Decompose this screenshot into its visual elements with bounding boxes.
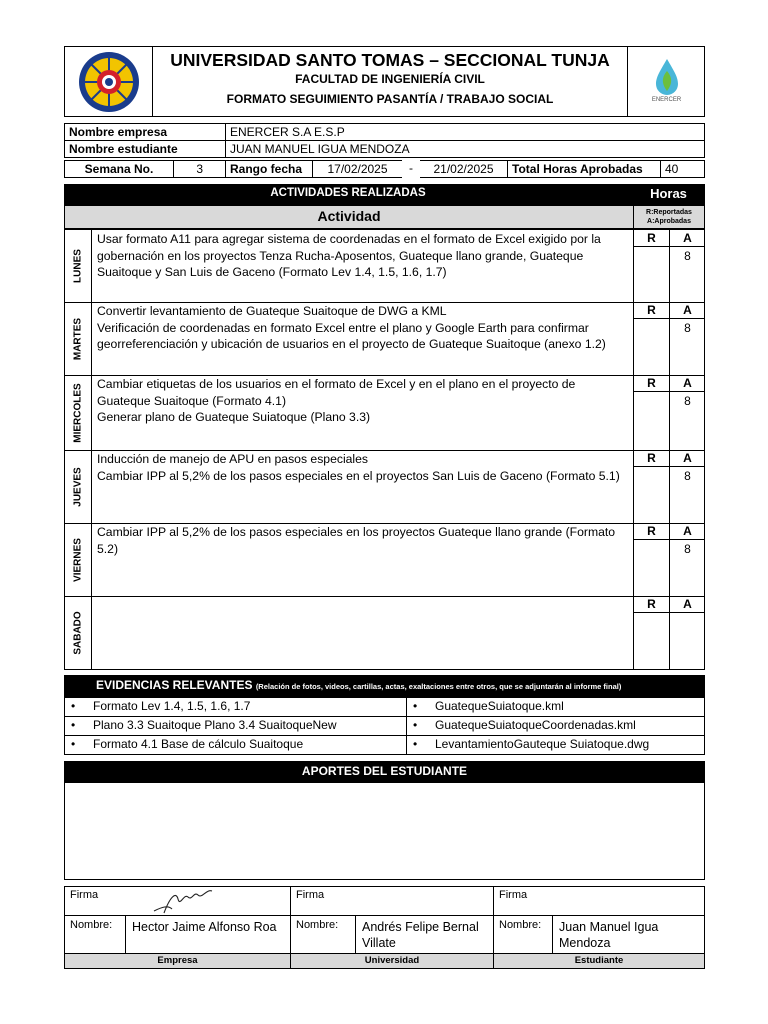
evidence-text: LevantamientoGauteque Suiatoque.dwg <box>435 737 650 751</box>
firma-label: Firma <box>70 889 99 901</box>
day-name: JUEVES <box>72 466 84 507</box>
signer-name: Juan Manuel Igua Mendoza <box>552 915 705 954</box>
evidence-text: Plano 3.3 Suaitoque Plano 3.4 SuaitoqueNew <box>93 718 337 732</box>
day-label <box>65 302 92 375</box>
r-label: R <box>647 451 656 465</box>
signature-box <box>64 886 291 916</box>
evidence-item <box>64 716 407 736</box>
day-label <box>65 450 92 523</box>
student-label: Nombre estudiante <box>64 140 226 158</box>
nombre-label: Nombre: <box>64 915 126 954</box>
contributions-title: APORTES DEL ESTUDIANTE <box>301 764 468 778</box>
evidence-item <box>64 697 407 717</box>
day-name: MARTES <box>72 317 84 360</box>
a-label: A <box>683 597 692 611</box>
activity-text: Convertir levantamiento de Guateque Suaitoque de DWG a KML Verificación de coordenadas en formato Excel entre el plano y Google Earth para confirmar georreferenciación y ubicación de usuarios en el proyecto de Guateque Suaitoque (anexo 1.2) <box>97 304 606 351</box>
hours-header-line <box>634 246 705 247</box>
day-label <box>65 596 92 669</box>
hours-cells <box>633 523 704 596</box>
bullet-icon: • <box>413 737 418 751</box>
r-label: R <box>647 303 656 317</box>
hours-cells <box>633 230 704 302</box>
r-label: R <box>647 524 656 538</box>
week-value: 3 <box>173 160 226 178</box>
a-hours-value: 8 <box>684 249 691 263</box>
hours-header-line <box>634 612 705 613</box>
total-hours-label: Total Horas Aprobadas <box>507 160 661 178</box>
signer-role: Empresa <box>64 953 291 969</box>
hours-cells <box>633 450 704 523</box>
header-box <box>64 46 705 117</box>
signer-name: Andrés Felipe Bernal Villate <box>355 915 494 954</box>
week-label: Semana No. <box>64 160 174 178</box>
day-row-lunes <box>64 229 705 303</box>
day-label <box>65 523 92 596</box>
a-label: A <box>683 303 692 317</box>
hours-cells <box>633 596 704 669</box>
contributions-text <box>65 783 704 791</box>
handwritten-signature-icon <box>150 887 220 915</box>
evidence-item <box>64 735 407 755</box>
evidence-text: Formato Lev 1.4, 1.5, 1.6, 1.7 <box>93 699 251 713</box>
day-name: LUNES <box>72 249 84 283</box>
r-label: R <box>647 376 656 390</box>
a-hours-value: 8 <box>684 321 691 335</box>
a-label: A <box>683 376 692 390</box>
university-title: UNIVERSIDAD SANTO TOMAS – SECCIONAL TUNJA <box>170 50 610 70</box>
day-row-martes <box>64 302 705 376</box>
bullet-icon: • <box>413 699 418 713</box>
a-hours-value: 8 <box>684 469 691 483</box>
nombre-label: Nombre: <box>493 915 553 954</box>
university-logo <box>65 47 153 116</box>
day-name: VIERNES <box>72 537 84 582</box>
a-label: A <box>683 524 692 538</box>
day-name: SABADO <box>72 610 84 655</box>
bullet-icon: • <box>413 718 418 732</box>
hours-header-line <box>634 318 705 319</box>
legend-aprobadas: A:Aprobadas <box>647 218 691 225</box>
day-label <box>65 230 92 302</box>
signature-box <box>290 886 494 916</box>
hours-header-line <box>634 466 705 467</box>
day-row-sabado <box>64 596 705 670</box>
signature-box <box>493 886 705 916</box>
firma-label: Firma <box>296 889 325 901</box>
bullet-icon: • <box>71 737 76 751</box>
a-label: A <box>683 451 692 465</box>
range-label: Rango fecha <box>225 160 313 178</box>
r-label: R <box>647 231 656 245</box>
a-hours-value: 8 <box>684 542 691 556</box>
activity-text: Cambiar etiquetas de los usuarios en el formato de Excel y en el plano en el proyecto de Guateque Suaitoque (Formato 4.1) Generar plano de Guateque Suiatoque (Plano 3.3) <box>97 377 576 424</box>
a-hours-value: 8 <box>684 394 691 408</box>
hours-cells <box>633 375 704 450</box>
company-label: Nombre empresa <box>64 123 226 141</box>
evidence-text: Formato 4.1 Base de cálculo Suaitoque <box>93 737 304 751</box>
day-name: MIERCOLES <box>72 382 84 443</box>
hours-legend <box>633 206 704 228</box>
signer-role: Estudiante <box>493 953 705 969</box>
activity-header-row <box>64 205 705 229</box>
hours-title: Horas <box>650 186 687 201</box>
total-hours-value: 40 <box>660 160 705 178</box>
nombre-label: Nombre: <box>290 915 356 954</box>
university-seal-icon <box>77 50 141 114</box>
hours-header-line <box>634 539 705 540</box>
activity-text: Inducción de manejo de APU en pasos especiales Cambiar IPP al 5,2% de los pasos especiales en el proyectos San Luis de Gaceno (Formato 5.1) <box>97 452 620 483</box>
evidence-text: GuatequeSuiatoqueCoordenadas.kml <box>435 718 636 732</box>
evidence-text: GuatequeSuiatoque.kml <box>435 699 564 713</box>
date-to: 21/02/2025 <box>420 160 508 178</box>
r-label: R <box>647 597 656 611</box>
evidence-title: EVIDENCIAS RELEVANTES <box>96 678 253 692</box>
activities-bar <box>64 184 705 206</box>
day-row-jueves <box>64 450 705 524</box>
faculty-title: FACULTAD DE INGENIERÍA CIVIL <box>295 72 485 86</box>
evidence-item <box>406 697 705 717</box>
form-title: FORMATO SEGUIMIENTO PASANTÍA / TRABAJO SOCIAL <box>226 92 554 106</box>
date-separator: - <box>409 161 413 175</box>
activities-title: ACTIVIDADES REALIZADAS <box>270 187 426 199</box>
bullet-icon: • <box>71 718 76 732</box>
contributions-bar <box>64 761 705 783</box>
activity-text: Usar formato A11 para agregar sistema de coordenadas en el formato de Excel exigido por la gobernación en los proyectos Tenza Rucha-Aposentos, Guateque llano grande, Guateque Suaitoque y San Luis de Gaceno (Formato Lev 1.4, 1.5, 1.6, 1.7) <box>97 232 601 279</box>
day-label <box>65 375 92 450</box>
date-from: 17/02/2025 <box>312 160 402 178</box>
signer-role: Universidad <box>290 953 494 969</box>
company-logo <box>627 47 704 116</box>
company-logo-text: ENERCER <box>651 97 682 103</box>
activity-text: Cambiar IPP al 5,2% de los pasos especiales en los proyectos Guateque llano grande (Formato 5.2) <box>97 525 616 556</box>
company-value: ENERCER S.A E.S.P <box>225 123 705 141</box>
activity-header: Actividad <box>317 208 381 224</box>
contributions-box <box>64 782 705 880</box>
evidence-subtitle: (Relación de fotos, videos, cartillas, actas, exaltaciones entre otros, que se adjuntarán al informe final) <box>255 682 622 691</box>
legend-reportadas: R:Reportadas <box>646 209 692 216</box>
signer-name: Hector Jaime Alfonso Roa <box>125 915 291 954</box>
evidence-bar <box>64 675 705 697</box>
firma-label: Firma <box>499 889 528 901</box>
evidence-item <box>406 735 705 755</box>
day-row-miercoles <box>64 375 705 451</box>
drop-leaf-icon <box>652 57 682 97</box>
hours-header-line <box>634 391 705 392</box>
a-label: A <box>683 231 692 245</box>
day-row-viernes <box>64 523 705 597</box>
hours-cells <box>633 302 704 375</box>
evidence-item <box>406 716 705 736</box>
student-value: JUAN MANUEL IGUA MENDOZA <box>225 140 705 158</box>
bullet-icon: • <box>71 699 76 713</box>
